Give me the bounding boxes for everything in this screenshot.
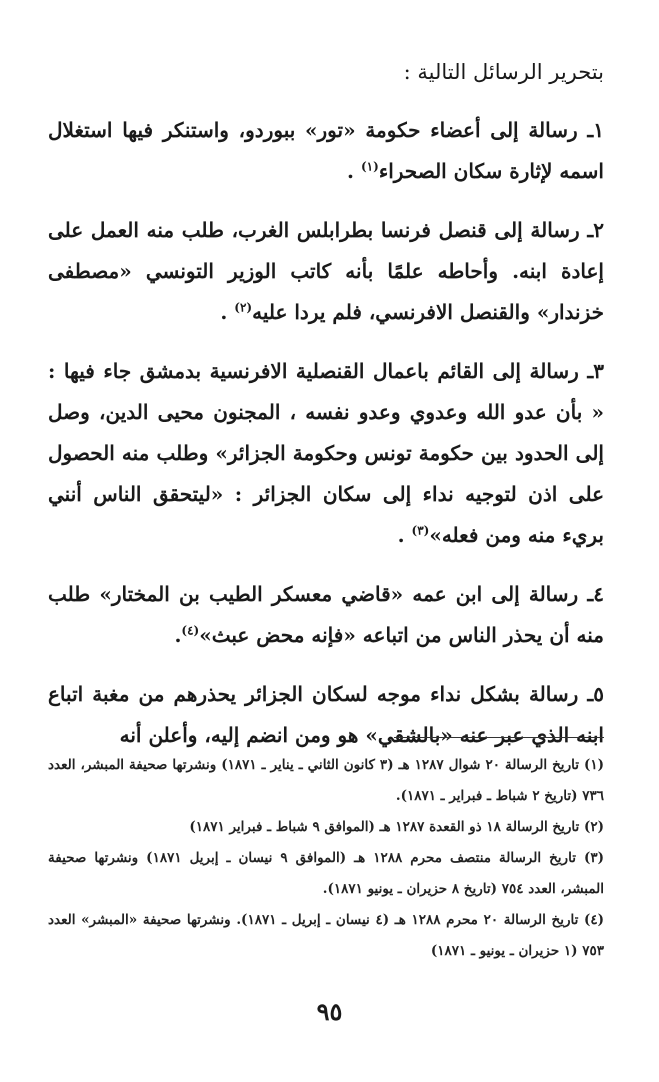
footnote-marker: (١) bbox=[360, 159, 379, 174]
letter-text: ٤ـ رسالة إلى ابن عمه «قاضي معسكر الطيب بن المختار» طلب منه أن يحذر الناس من اتباعه «فإنه محض عبث» bbox=[48, 582, 604, 647]
letter-text: ٢ـ رسالة إلى قنصل فرنسا بطرابلس الغرب، طلب منه العمل على إعادة ابنه. وأحاطه علمًا بأنه كاتب الوزير التونسي «مصطفى خزندار» والقنصل الافرنسي، فلم يردا عليه bbox=[48, 218, 604, 324]
letter-item-3 bbox=[48, 351, 604, 556]
letter-text: ٥ـ رسالة بشكل نداء موجه لسكان الجزائر يحذرهم من مغبة اتباع ابنه الذي عبر عنه «بالشقي» هو ومن انضم إليه، وأعلن أنه bbox=[48, 682, 604, 747]
letter-item-4 bbox=[48, 574, 604, 656]
intro-line: بتحرير الرسائل التالية : bbox=[403, 60, 604, 84]
footnote-marker: (٤) bbox=[181, 623, 200, 638]
letter-tail: . bbox=[220, 300, 235, 324]
letter-tail: . bbox=[397, 523, 412, 547]
letter-item-5 bbox=[48, 674, 604, 756]
page-body bbox=[48, 56, 604, 756]
footnote-divider bbox=[394, 737, 604, 738]
footnote-marker: (٣) bbox=[411, 523, 430, 538]
footnote-3: (٣) تاريخ الرسالة منتصف محرم ١٢٨٨ هـ (الموافق ٩ نيسان ـ إبريل ١٨٧١) ونشرتها صحيفة المبشر، العدد ٧٥٤ (تاريخ ٨ حزيران ـ يونيو ١٨٧١). bbox=[48, 850, 604, 897]
letter-tail: . bbox=[174, 623, 182, 647]
footnote-marker: (٢) bbox=[234, 300, 253, 315]
letter-tail: . bbox=[347, 159, 361, 183]
page-number: ٩٥ bbox=[316, 997, 343, 1026]
footnotes bbox=[48, 750, 604, 967]
letter-item-2 bbox=[48, 210, 604, 333]
letter-item-1 bbox=[48, 110, 604, 192]
footnote-1: (١) تاريخ الرسالة ٢٠ شوال ١٢٨٧ هـ (٣ كانون الثاني ـ يناير ـ ١٨٧١) ونشرتها صحيفة المبشر، العدد ٧٣٦ (تاريخ ٢ شباط ـ فبراير ـ ١٨٧١). bbox=[48, 757, 604, 804]
footnote-4: (٤) تاريخ الرسالة ٢٠ محرم ١٢٨٨ هـ (٤ نيسان ـ إبريل ـ ١٨٧١). ونشرتها صحيفة «المبشر» العدد ٧٥٣ (١ حزيران ـ يونيو ـ ١٨٧١) bbox=[48, 912, 605, 959]
letter-text: ١ـ رسالة إلى أعضاء حكومة «تور» ببوردو، واستنكر فيها استغلال اسمه لإثارة سكان الصحراء bbox=[48, 118, 604, 183]
footnote-2: (٢) تاريخ الرسالة ١٨ ذو القعدة ١٢٨٧ هـ (الموافق ٩ شباط ـ فبراير ١٨٧١) bbox=[189, 819, 604, 835]
letter-text: ٣ـ رسالة إلى القائم باعمال القنصلية الافرنسية بدمشق جاء فيها : « بأن عدو الله وعدوي وعدو نفسه ، المجنون محيى الدين، وصل إلى الحدود بين حكومة تونس وحكومة الجزائر» وطلب منه الحصول على اذن لتوجيه نداء إلى سكان الجزائر : «ليتحقق الناس أنني بريء منه ومن فعله» bbox=[48, 359, 604, 547]
